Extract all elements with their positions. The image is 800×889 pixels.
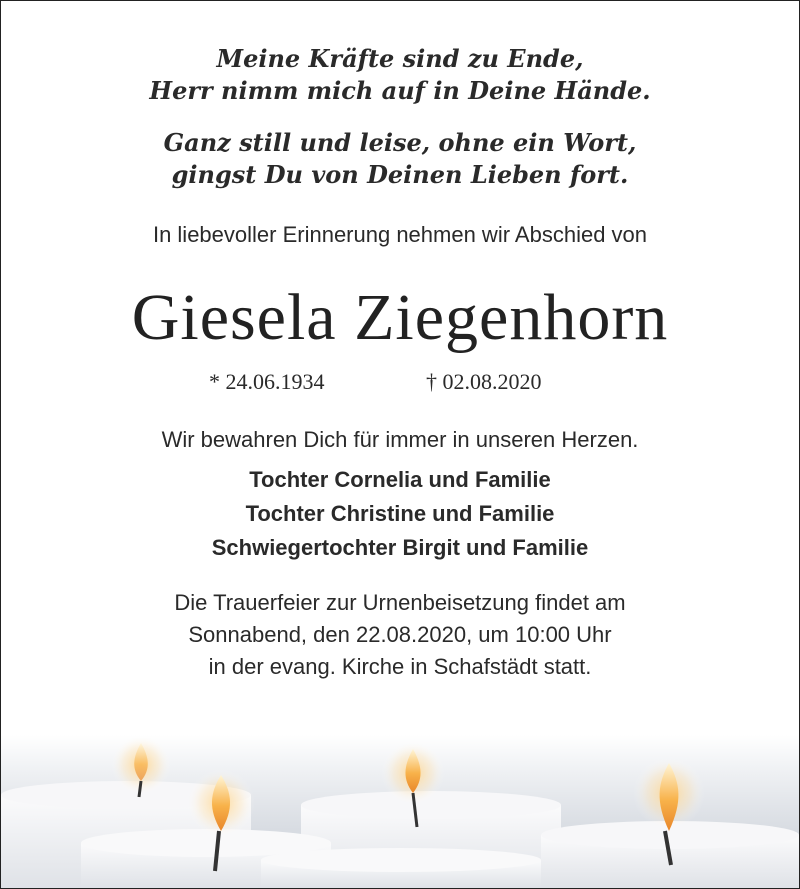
mourner: Schwiegertochter Birgit und Familie	[211, 535, 589, 560]
mourner: Tochter Cornelia und Familie	[249, 467, 551, 492]
mourner: Tochter Christine und Familie	[245, 501, 555, 526]
verse-line: Ganz still und leise, ohne ein Wort,	[163, 128, 637, 157]
verse-line: Herr nimm mich auf in Deine Hände.	[149, 76, 651, 105]
verse-bottom	[1, 127, 799, 191]
verse-top	[1, 43, 799, 107]
remembrance-text: Wir bewahren Dich für immer in unseren Herzen.	[161, 427, 639, 452]
deceased-name: Giesela Ziegenhorn	[131, 281, 669, 354]
verse-line: Meine Kräfte sind zu Ende,	[216, 44, 584, 73]
mourners-list	[1, 463, 799, 565]
candles-illustration	[1, 735, 799, 888]
candle-front-middle	[261, 848, 541, 888]
death-date: † 02.08.2020	[426, 369, 542, 394]
birth-date: * 24.06.1934	[209, 369, 325, 394]
candle-back-right	[541, 757, 799, 888]
candles-image	[1, 735, 799, 888]
service-line: Sonnabend, den 22.08.2020, um 10:00 Uhr	[188, 622, 612, 647]
service-line: in der evang. Kirche in Schafstädt statt.	[208, 654, 592, 679]
life-dates	[1, 369, 799, 399]
intro-text: In liebevoller Erinnerung nehmen wir Abschied von	[152, 222, 648, 247]
funeral-service-info	[1, 587, 799, 683]
service-line: Die Trauerfeier zur Urnenbeisetzung findet am	[174, 590, 626, 615]
verse-line: gingst Du von Deinen Lieben fort.	[171, 160, 629, 189]
